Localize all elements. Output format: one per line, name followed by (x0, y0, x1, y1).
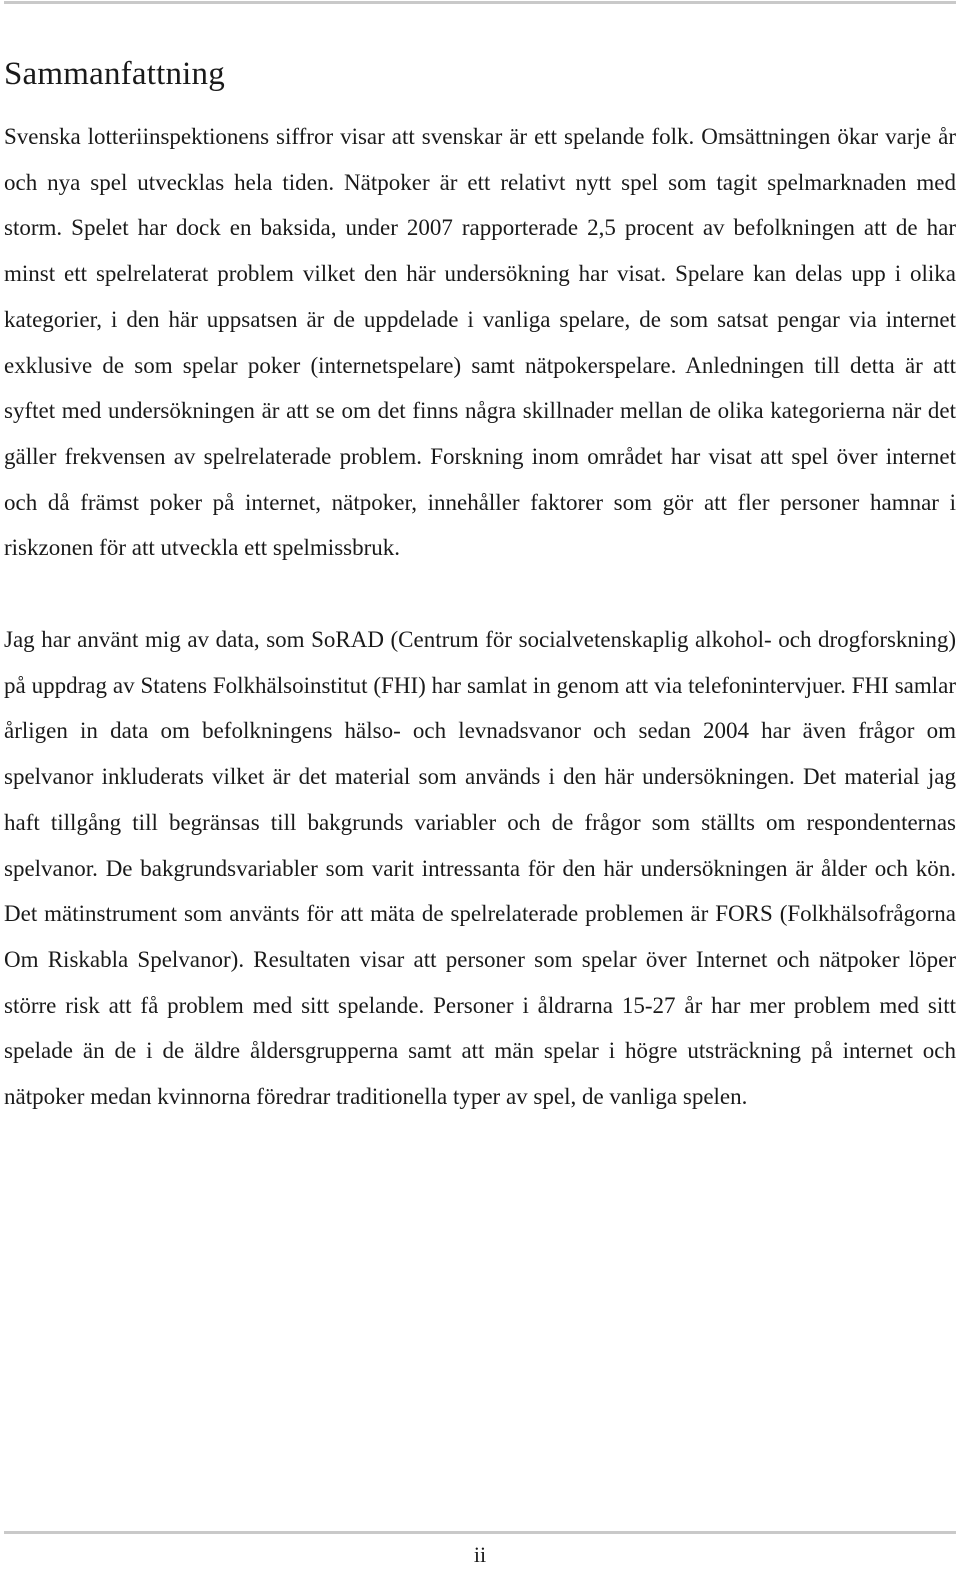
summary-paragraph-1: Svenska lotteriinspektionens siffror visar att svenskar är ett spelande folk. Omsättningen ökar varje år och nya spel utvecklas hela tiden. Nätpoker är ett relativt nytt spel som tagit spelmarknaden med storm. Spelet har dock en baksida, under 2007 rapporterade 2,5 procent av befolkningen att de har minst ett spelrelaterat problem vilket den här undersökning har visat. Spelare kan delas upp i olika kategorier, i den här uppsatsen är de uppdelade i vanliga spelare, de som satsat pengar via internet exklusive de som spelar poker (internetspelare) samt nätpokerspelare. Anledningen till detta är att syftet med undersökningen är att se om det finns några skillnader mellan de olika kategorierna när det gäller frekvensen av spelrelaterade problem. Forskning inom området har visat att spel över internet och då främst poker på internet, nätpoker, innehåller faktorer som gör att fler personer hamnar i riskzonen för att utveckla ett spelmissbruk. (4, 124, 956, 561)
summary-paragraph-2: Jag har använt mig av data, som SoRAD (Centrum för socialvetenskaplig alkohol- och drogforskning) på uppdrag av Statens Folkhälsoinstitut (FHI) har samlat in genom att via telefonintervjuer. FHI samlar årligen in data om befolkningens hälso- och levnadsvanor och sedan 2004 har även frågor om spelvanor inkluderats vilket är det material som används i den här undersökningen. Det material jag haft tillgång till begränsas till bakgrunds variabler och de frågor som ställts om respondenternas spelvanor. De bakgrundsvariabler som varit intressanta för den här undersökningen är ålder och kön. Det mätinstrument som använts för att mäta de spelrelaterade problemen är FORS (Folkhälsofrågorna Om Riskabla Spelvanor). Resultaten visar att personer som spelar över Internet och nätpoker löper större risk att få problem med sitt spelande. Personer i åldrarna 15-27 år har mer problem med sitt spelade än de i de äldre åldersgrupperna samt att män spelar i högre utsträckning på internet och nätpoker medan kvinnorna föredrar traditionella typer av spel, de vanliga spelen. (4, 627, 956, 1110)
top-rule (4, 1, 956, 4)
section-heading: Sammanfattning (4, 56, 225, 92)
page-number: ii (473, 1542, 487, 1567)
footer-rule (4, 1531, 956, 1534)
